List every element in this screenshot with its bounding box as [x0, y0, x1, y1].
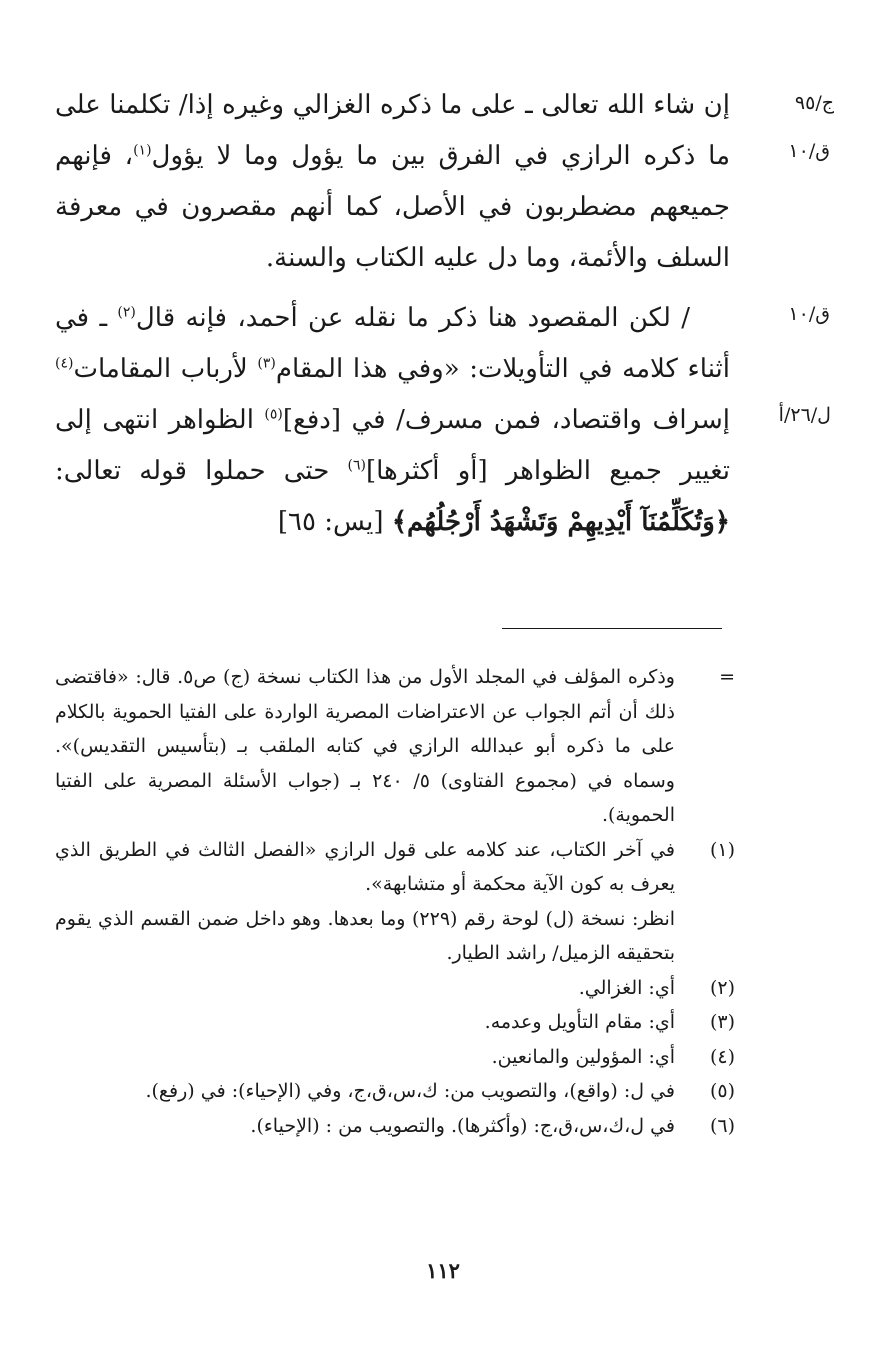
footnote-continuation [55, 660, 735, 833]
footnote-ref-2: (٢) [117, 304, 136, 321]
surah-reference: [يس: ٦٥] [277, 507, 392, 537]
paragraph-2 [55, 293, 730, 548]
footnote-divider [502, 628, 722, 629]
footnote-number: (٤) [709, 1045, 735, 1068]
footnote-item [55, 1109, 735, 1144]
footnote-item [55, 902, 735, 971]
margin-note-j95: ج/٩٥ [794, 92, 834, 114]
p2-text-a: / لكن المقصود هنا ذكر ما نقله عن أحمد، فإنه قال [135, 303, 690, 333]
footnote-text: أي: المؤولين والمانعين. [491, 1045, 675, 1068]
footnote-item [55, 1074, 735, 1109]
p1-text-b: ، فإنهم جميعهم مضطربون في الأصل، كما أنهم مقصرون في معرفة السلف والأئمة، وما دل عليه الكتاب والسنة. [55, 141, 730, 273]
footnote-text: انظر: نسخة (ل) لوحة رقم (٢٢٩) وما بعدها. وهو داخل ضمن القسم الذي يقوم بتحقيقه الزميل/ راشد الطيار. [55, 907, 676, 964]
footnote-text: في ل،ك،س،ق،ج: (وأكثرها). والتصويب من : (الإحياء). [250, 1114, 675, 1137]
footnote-text: في آخر الكتاب، عند كلامه على قول الرازي «الفصل الثالث في الطريق الذي يعرف به كون الآية محكمة أو متشابهة». [55, 838, 675, 895]
footnote-text: في ل: (واقع)، والتصويب من: ك،س،ق،ج، وفي (الإحياء): في (رفع). [145, 1080, 675, 1102]
continuation-text: وذكره المؤلف في المجلد الأول من هذا الكتاب نسخة (ج) ص٥. قال: «فاقتضى ذلك أن أتم الجواب عن الاعتراضات المصرية الواردة على الفتيا الحموية بالكلام على ما ذكره أبو عبدالله الرازي في كتابه الملقب بـ (بتأسيس التقديس)». وسماه في (مجموع الفتاوى) ٥/ ٢٤٠ بـ (جواب الأسئلة المصرية على الفتيا الحموية). [55, 666, 675, 826]
p2-text-e: الظواهر انتهى إلى تغيير جميع الظواهر [أو أكثرها] [55, 405, 730, 486]
p2-text-c: لأرباب المقامات [73, 354, 258, 384]
footnote-item [55, 1005, 735, 1040]
footnote-ref-4: (٤) [55, 355, 74, 372]
footnote-ref-5: (٥) [264, 406, 283, 423]
footnote-number: (١) [709, 838, 735, 861]
footnote-text: أي: الغزالي. [578, 976, 675, 999]
margin-note-l26a: ل/٢٦/أ [778, 404, 831, 426]
footnote-ref-6: (٦) [347, 457, 366, 474]
footnote-item [55, 971, 735, 1006]
footnote-item [55, 1040, 735, 1075]
p2-text-f: حتى حملوا قوله تعالى: [55, 456, 348, 486]
footnote-number: (٦) [709, 1114, 735, 1137]
footnotes [55, 660, 735, 1143]
p1-text-a: إن شاء الله تعالى ـ على ما ذكره الغزالي وغيره إذا/ تكلمنا على ما ذكره الرازي في الفرق بين ما يؤول وما لا يؤول [55, 90, 731, 171]
margin-note-q10-b: ق/١٠ [788, 303, 830, 325]
footnote-number: (٢) [709, 976, 735, 999]
footnote-text: أي: مقام التأويل وعدمه. [484, 1011, 675, 1033]
continuation-mark: = [719, 666, 735, 688]
footnote-ref-3: (٣) [257, 355, 276, 372]
paragraph-1 [55, 80, 730, 284]
footnote-number: (٥) [709, 1080, 735, 1102]
footnote-item [55, 833, 735, 902]
p2-text-d: إسراف واقتصاد، فمن مسرف/ في [دفع] [282, 405, 730, 435]
quran-verse: ﴿وَتُكَلِّمُنَآ أَيْدِيهِمْ وَتَشْهَدُ أَرْجُلُهُم﴾ [391, 507, 730, 537]
page-number: ١١٢ [426, 1258, 460, 1283]
margin-note-q10-a: ق/١٠ [788, 140, 830, 162]
footnote-ref-1: (١) [133, 142, 152, 159]
p2-text-b: ـ في أثناء كلامه في التأويلات: «وفي هذا المقام [55, 303, 730, 384]
footnote-number: (٣) [709, 1011, 735, 1033]
